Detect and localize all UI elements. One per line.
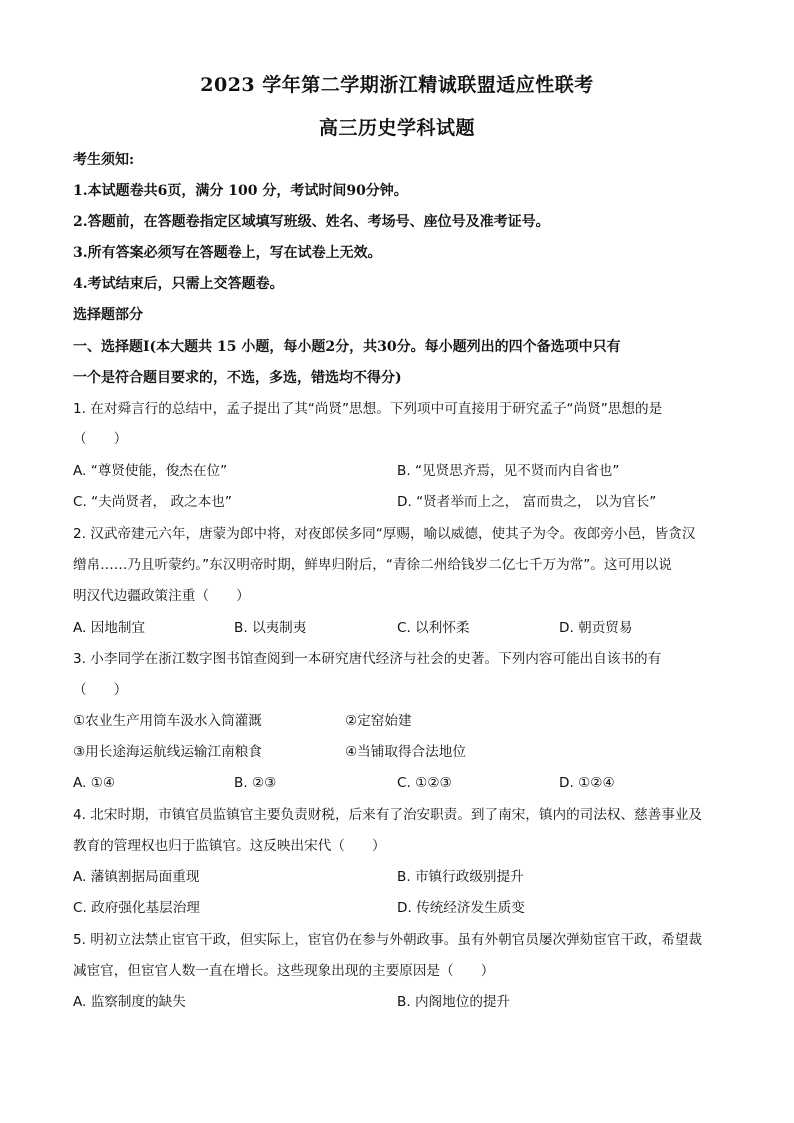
- question-3-stem: （ ）: [73, 682, 128, 698]
- notice-item: 1.本试题卷共6页，满分 100 分，考试时间90分钟。: [73, 183, 408, 199]
- question-5-stem: 5. 明初立法禁止宦官干政，但实际上，宦官仍在参与外朝政事。虽有外朝官员屡次弹劾宦官干政，希望裁: [73, 932, 703, 948]
- question-3-item: ③用长途海运航线运输江南粮食: [73, 744, 262, 760]
- question-2-option-c: C. 以利怀柔: [397, 620, 470, 636]
- notice-item: 3.所有答案必须写在答题卷上，写在试卷上无效。: [73, 245, 382, 261]
- notice-heading: 考生须知:: [73, 152, 135, 168]
- question-2-option-b: B. 以夷制夷: [234, 620, 307, 636]
- question-3-item: ①农业生产用筒车汲水入筒灌溉: [73, 713, 262, 729]
- question-4-option-a: A. 藩镇割据局面重现: [73, 869, 200, 885]
- exam-subtitle: 高三历史学科试题: [318, 117, 475, 139]
- question-4-stem: 教育的管理权也归于监镇官。这反映出宋代（ ）: [73, 838, 386, 854]
- question-1-option-d: D. “贤者举而上之， 富而贵之， 以为官长”: [397, 494, 657, 510]
- question-2-stem: 缯帛……乃且听蒙约。”东汉明帝时期，鲜卑归附后，“青徐二州给钱岁二亿七千万为常”。这可用以说: [73, 557, 672, 573]
- question-4-option-b: B. 市镇行政级别提升: [397, 869, 524, 885]
- question-4-option-c: C. 政府强化基层治理: [73, 900, 200, 916]
- question-5-option-b: B. 内阁地位的提升: [397, 994, 511, 1010]
- question-4-option-d: D. 传统经济发生质变: [397, 900, 525, 916]
- question-2-option-d: D. 朝贡贸易: [559, 620, 633, 636]
- question-5-stem: 减宦官，但宦官人数一直在增长。这些现象出现的主要原因是（ ）: [73, 963, 495, 979]
- question-1-option-b: B. “见贤思齐焉，见不贤而内自省也”: [397, 463, 620, 479]
- question-5-option-a: A. 监察制度的缺失: [73, 994, 186, 1010]
- question-2-stem: 2. 汉武帝建元六年，唐蒙为郎中将，对夜郎侯多同“厚赐，喻以威德，使其子为令。夜郎旁小邑，皆贪汉: [73, 526, 696, 542]
- question-3-stem: 3. 小李同学在浙江数字图书馆查阅到一本研究唐代经济与社会的史著。下列内容可能出自该书的有: [73, 651, 662, 667]
- question-3-option-b: B. ②③: [234, 775, 277, 791]
- question-1-stem: 1. 在对舜言行的总结中，孟子提出了其“尚贤”思想。下列项中可直接用于研究孟子“尚贤”思想的是: [73, 401, 663, 417]
- notice-item: 2.答题前，在答题卷指定区域填写班级、姓名、考场号、座位号及准考证号。: [73, 214, 550, 230]
- question-3-item: ④当铺取得合法地位: [345, 744, 466, 760]
- notice-item: 4.考试结束后，只需上交答题卷。: [73, 276, 284, 292]
- question-2-option-a: A. 因地制宜: [73, 620, 146, 636]
- section-part-title: 选择题部分: [73, 307, 143, 323]
- question-1-option-a: A. “尊贤使能，俊杰在位”: [73, 463, 228, 479]
- question-3-option-c: C. ①②③: [397, 775, 452, 791]
- question-3-option-a: A. ①④: [73, 775, 116, 791]
- question-2-stem: 明汉代边疆政策注重（ ）: [73, 588, 250, 604]
- question-3-option-d: D. ①②④: [559, 775, 615, 791]
- section-instruction: 一、选择题Ⅰ(本大题共 15 小题，每小题2分，共30分。每小题列出的四个备选项中只有: [73, 339, 621, 355]
- section-instruction: 一个是符合题目要求的，不选，多选，错选均不得分): [73, 370, 402, 386]
- question-1-option-c: C. “夫尚贤者， 政之本也”: [73, 494, 232, 510]
- question-1-stem: （ ）: [73, 431, 128, 447]
- question-4-stem: 4. 北宋时期，市镇官员监镇官主要负责财税，后来有了治安职责。到了南宋，镇内的司法权、慈善事业及: [73, 807, 703, 823]
- question-3-item: ②定窑始建: [345, 713, 412, 729]
- exam-title: 2023 学年第二学期浙江精诚联盟适应性联考: [200, 74, 594, 96]
